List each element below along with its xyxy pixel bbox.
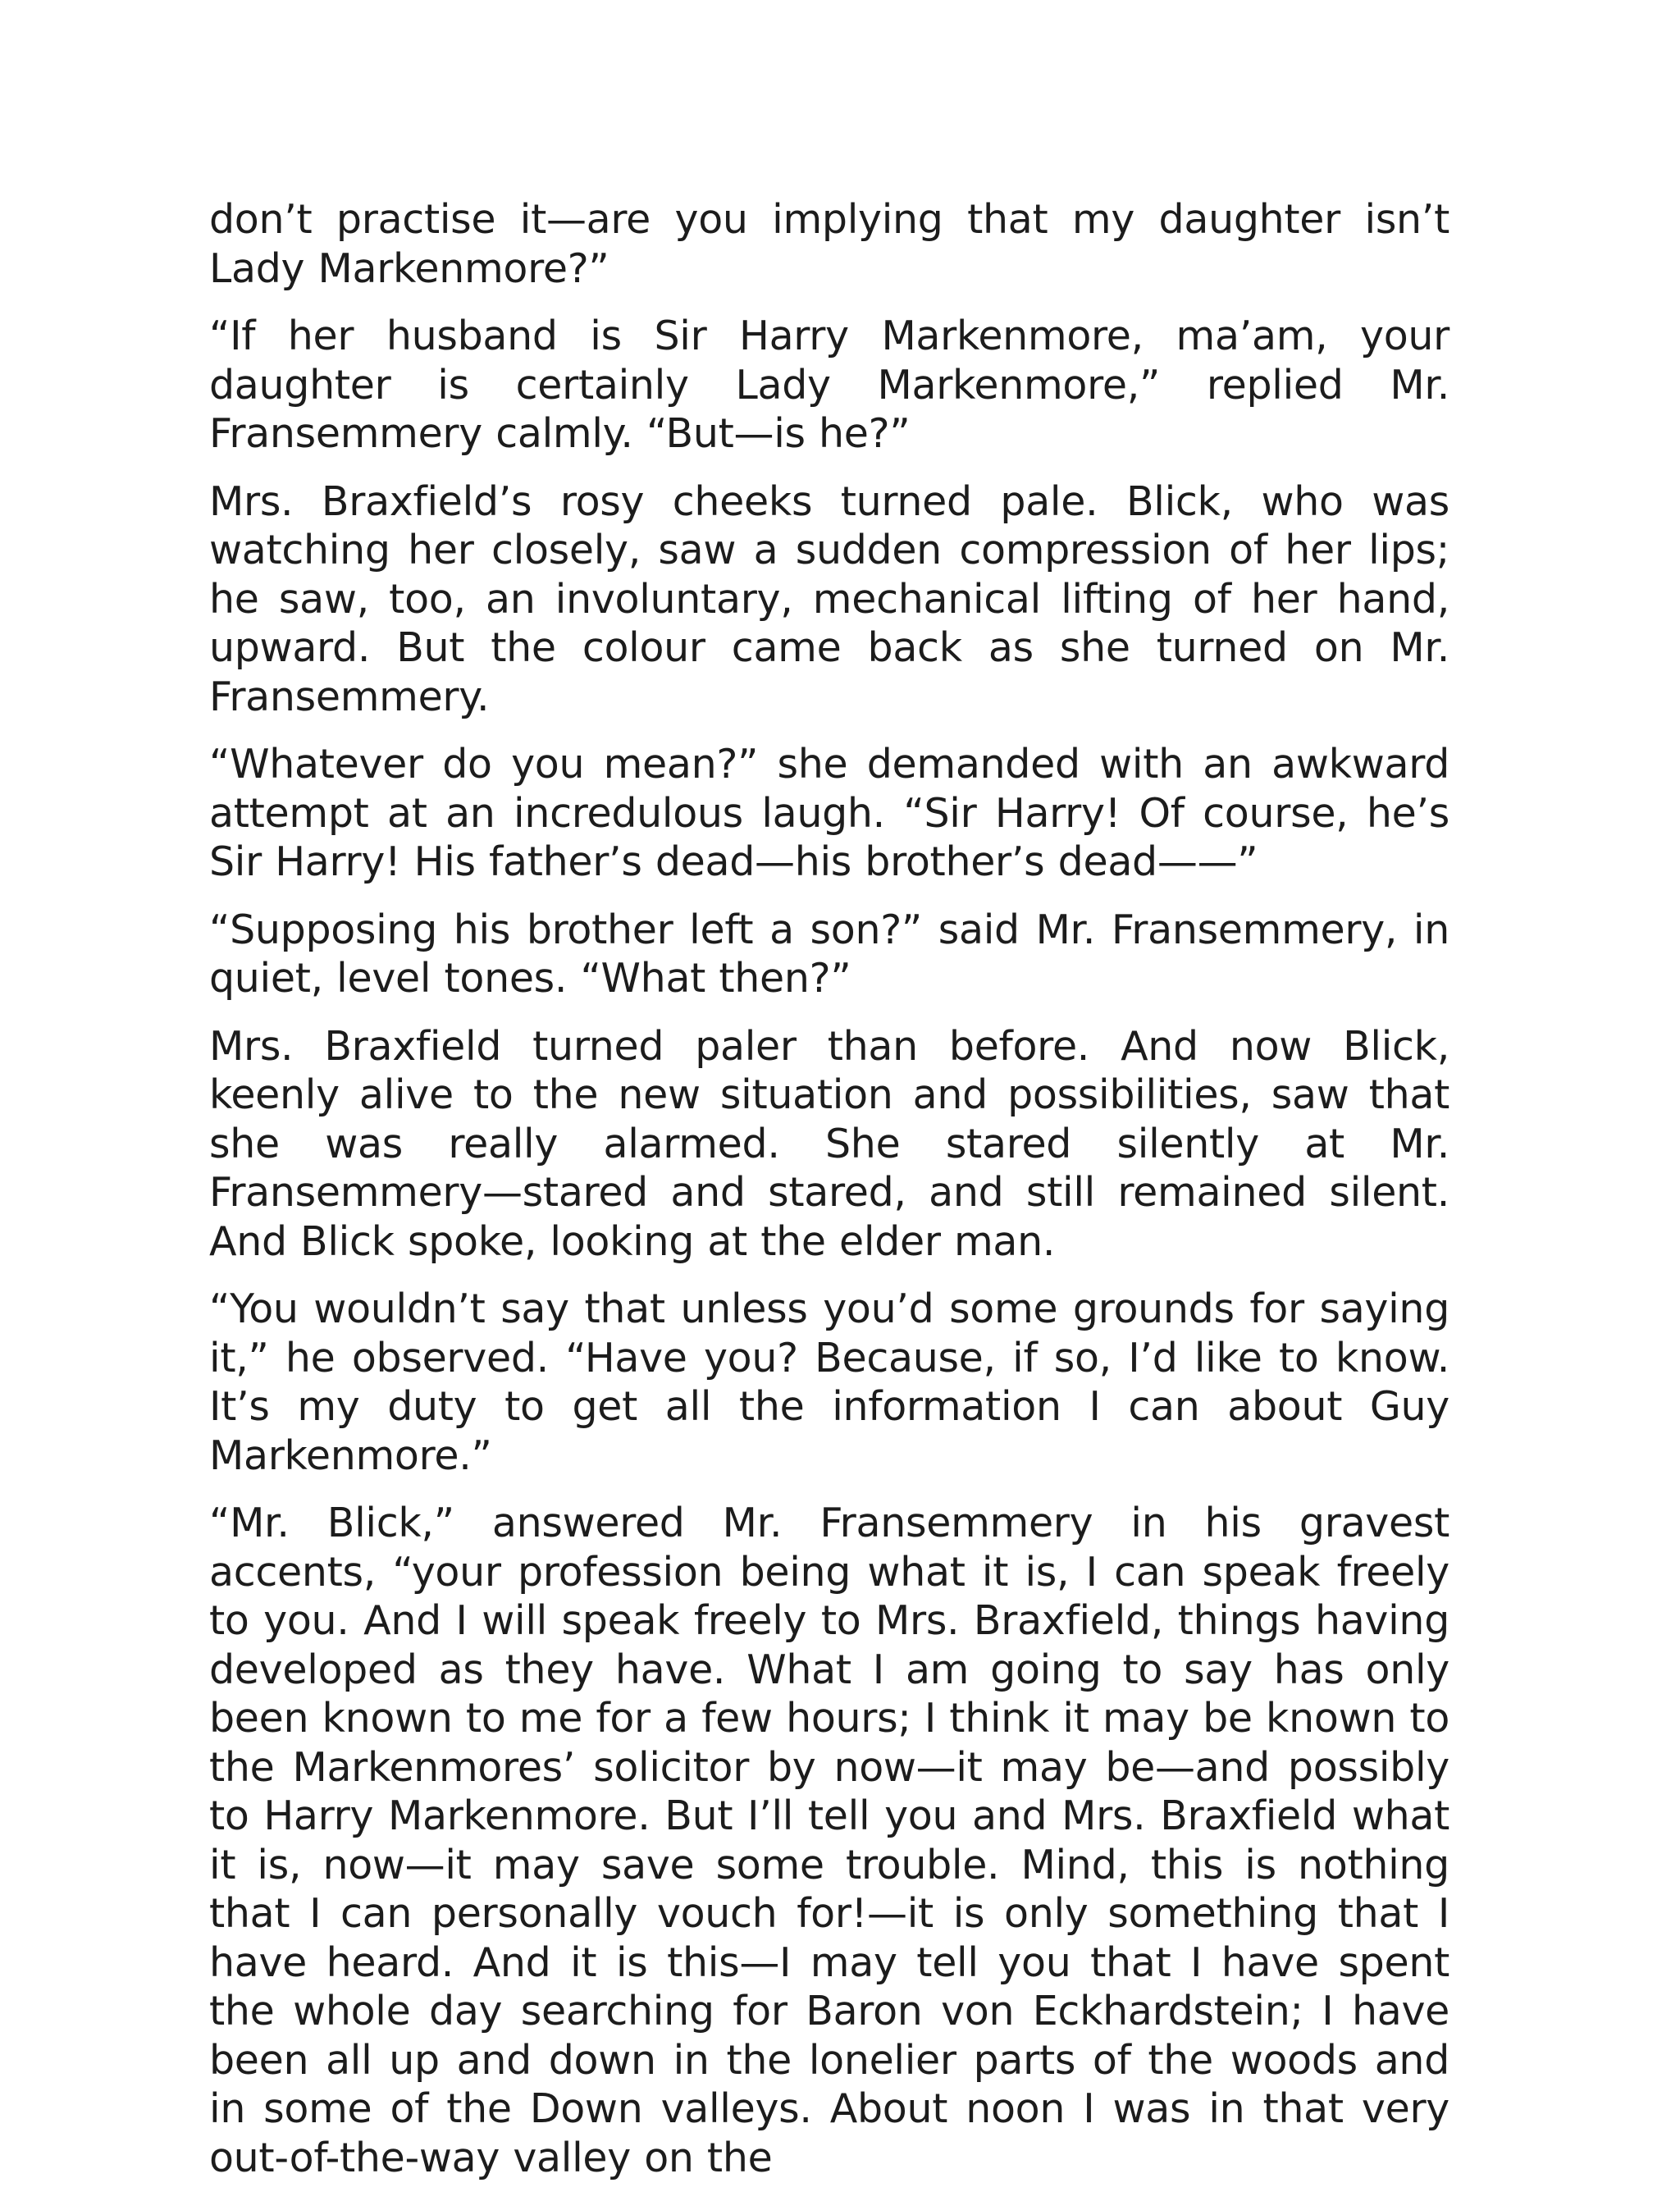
book-page-text	[209, 195, 1449, 2201]
paragraph: Mrs. Braxfield turned paler than before. And now Blick, keenly alive to the new situation and possibilities, saw that she was really alarmed. She stared silently at Mr. Fransemmery—stared and stared, and still remained silent. And Blick spoke, looking at the elder man.	[209, 1022, 1449, 1265]
paragraph: don’t practise it—are you implying that my daughter isn’t Lady Markenmore?”	[209, 196, 1449, 292]
paragraph: “Whatever do you mean?” she demanded with an awkward attempt at an incredulous laugh. “Sir Harry! Of course, he’s Sir Harry! His father’s dead—his brother’s dead——”	[209, 741, 1449, 885]
paragraph: “If her husband is Sir Harry Markenmore, ma’am, your daughter is certainly Lady Markenmore,” replied Mr. Fransemmery calmly. “But—is he?”	[209, 313, 1449, 457]
paragraph: “Mr. Blick,” answered Mr. Fransemmery in his gravest accents, “your profession being what it is, I can speak freely to you. And I will speak freely to Mrs. Braxfield, things having developed as they have. What I am going to say has only been known to me for a few hours; I think it may be known to the Markenmores’ solicitor by now—it may be—and possibly to Harry Markenmore. But I’ll tell you and Mrs. Braxfield what it is, now—it may save some trouble. Mind, this is nothing that I can personally vouch for!—it is only something that I have heard. And it is this—I may tell you that I have spent the whole day searching for Baron von Eckhardstein; I have been all up and down in the lonelier parts of the woods and in some of the Down valleys. About noon I was in that very out-of-the-way valley on the	[209, 1500, 1449, 2181]
paragraph: “You wouldn’t say that unless you’d some grounds for saying it,” he observed. “Have you? Because, if so, I’d like to know. It’s my duty to get all the information I can about Guy Markenmore.”	[209, 1285, 1449, 1479]
paragraph: Mrs. Braxfield’s rosy cheeks turned pale. Blick, who was watching her closely, saw a sudden compression of her lips; he saw, too, an involuntary, mechanical lifting of her hand, upward. But the colour came back as she turned on Mr. Fransemmery.	[209, 477, 1449, 720]
paragraph: “Supposing his brother left a son?” said Mr. Fransemmery, in quiet, level tones. “What then?”	[209, 906, 1449, 1002]
